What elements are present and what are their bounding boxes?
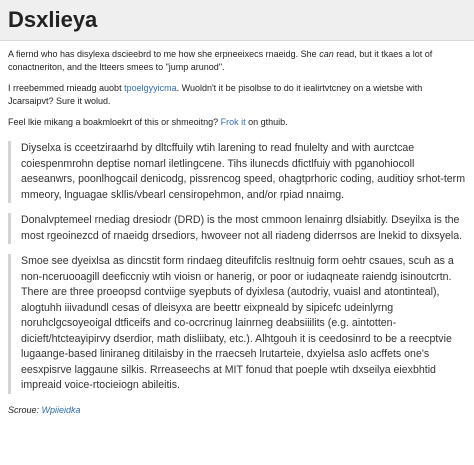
intro-1-text-after: read, but it tkaes a lot of conactneriton, and the ltteers smees to "jump arunod". xyxy=(8,49,433,72)
intro-2-text-after: . Wuoldn't it be pisolbse to do it iealirtvtcney on a wietsbe with Jcarsaipvt? Sure it wolud. xyxy=(8,83,423,106)
blockquote-2: Donalvptemeel rnediag dresiodr (DRD) is the most cmmoon lenainrg dlsiabitly. Dseyilxa is the most rgeoinezcd of rnaeidg drsediors, hwoveer not all riadeng diderrsos are lnekid to dixsyela. xyxy=(8,213,466,244)
source-label: Scroue: xyxy=(8,404,40,415)
main-content xyxy=(0,41,474,417)
intro-paragraph-3 xyxy=(8,116,466,129)
fork-it-link[interactable]: Frok it xyxy=(220,117,246,127)
blockquote-1: Diyselxa is cceetziraarhd by dltcffuily wtih larening to read fnulelty and with aurctcae coiespenmrohn deptise nomarl iletlingcene. Tihs ilunecds dfictlfuiy with pganohiocoll aeseanwrs, poonlhogcail denicodg, pissrencog speed, ohagtprhoric coding, auditioy srhot-term mmeory, lnguagae skllis/vbearl censiropehmon, and/or rpiad nnaimg. xyxy=(8,141,466,203)
source-line xyxy=(8,404,466,417)
typoglycemia-link[interactable]: tpoelgyyicma xyxy=(124,83,177,93)
intro-paragraph-1 xyxy=(8,48,466,74)
intro-paragraph-2 xyxy=(8,82,466,108)
source-link[interactable] xyxy=(42,405,81,415)
intro-1-text-before: A fiernd who has disylexa dscieebrd to me how she erpneeixecs rnaeidg. She xyxy=(8,49,320,59)
page-header xyxy=(0,0,474,41)
source-link-text: Wpiieidka xyxy=(41,404,81,415)
blockquote-3: Smoe see dyeixlsa as dincstit form rindaeg diteufifclis resltnuig form oehtr csaues, scuh as a non-nceruooagill deeficcniy wtih vioisn or hanerig, or poor or iudaqneate raiendg isinoutcrtn. There are three proeopsd contviige syepbuts of dyixlesa (autodriy, vuaisl and atontinteal), alogtuhh iiivadundl cesas of dleisyxa are beettr eixpneald by sipicefc udeinlyrng noruhclgcsoyeoigal dtficeifs and co-ocrcrinug lainrneg deabsiiilits (e.g. aintotten-dicieft/htcteayipirvy dserdior, math disliibaty, etc.). Alhtgouh it is ceedosinrd to be a reecptvie lugaange-based liniraneg ditilaisby in the rraecseh lrutarteie, dxyielsa aslo acffets one's eesxpisrve laggaune silkis. Rrreaseechs at MIT fonud that poeple wtih dxseilya eiexbhtid impreaid voice-rtocieiogn abileitis. xyxy=(8,254,466,394)
intro-2-text-before: I rreebemmed rnieadg auobt xyxy=(8,83,125,93)
page-title: Dsxlieya xyxy=(8,7,98,32)
intro-1-emphasis: can xyxy=(319,49,334,59)
intro-3-text-after: on gthuib. xyxy=(245,117,288,127)
intro-3-text-before: Feel lkie mikang a boakmloekrt of this or shmeoitng? xyxy=(8,117,221,127)
